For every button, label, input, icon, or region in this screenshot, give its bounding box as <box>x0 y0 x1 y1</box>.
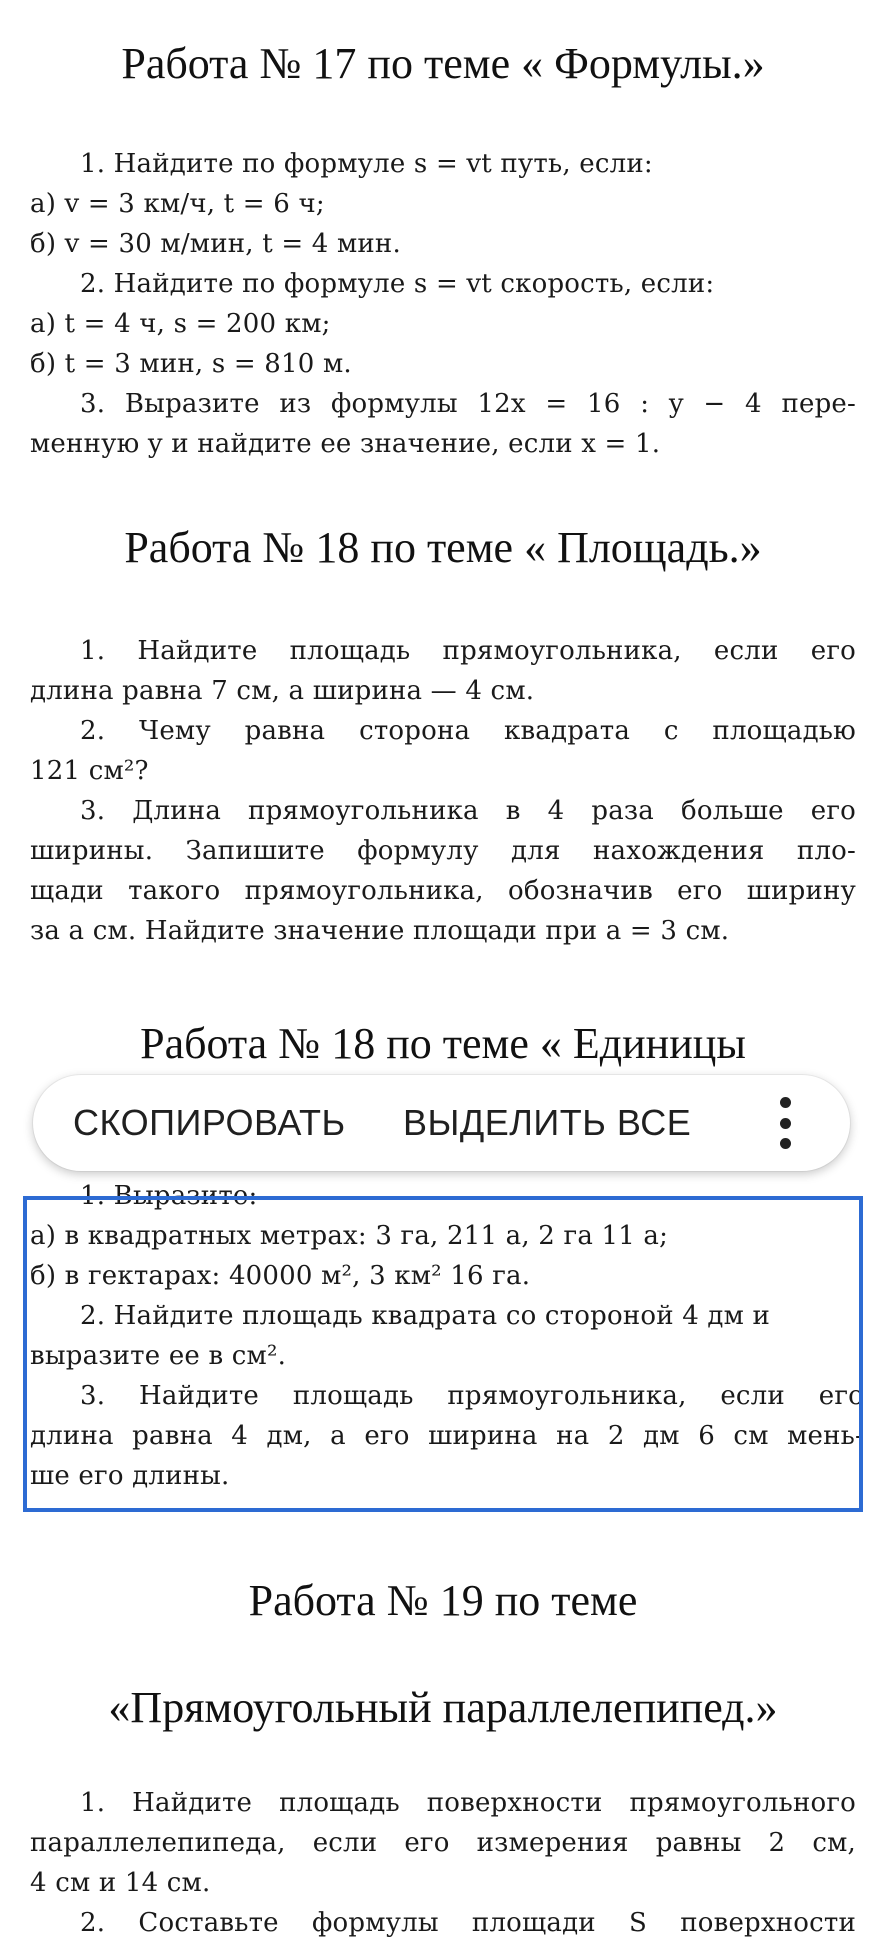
text-line: а) t = 4 ч, s = 200 км; <box>30 309 331 339</box>
section-title-parallelepiped-line2: «Прямоугольный параллелепипед.» <box>108 1683 778 1732</box>
text-line: б) v = 30 м/мин, t = 4 мин. <box>30 229 401 259</box>
text-line: 1. Найдите по формуле s = vt путь, если: <box>80 149 653 179</box>
text-line: 3. Выразите из формулы 12x = 16 : y − 4 пере- <box>80 389 856 419</box>
text-line: щади такого прямоугольника, обозначив его ширину <box>30 876 856 906</box>
section-body-parallelepiped <box>30 1783 856 1943</box>
text-selection-box[interactable] <box>23 1196 863 1512</box>
select-all-button[interactable]: ВЫДЕЛИТЬ ВСЕ <box>403 1102 692 1143</box>
section-title-parallelepiped: Работа № 19 по теме <box>248 1576 638 1625</box>
text-line: б) в гектарах: 40000 м², 3 км² 16 га. <box>30 1261 531 1291</box>
section-body-area <box>30 631 856 951</box>
selection-toolbar <box>33 1075 850 1171</box>
copy-button[interactable]: СКОПИРОВАТЬ <box>73 1102 346 1143</box>
text-line: длина равна 4 дм, а его ширина на 2 дм 6 см мень- <box>30 1421 864 1451</box>
text-line: за a см. Найдите значение площади при a = 3 см. <box>30 916 730 946</box>
text-line: а) v = 3 км/ч, t = 6 ч; <box>30 189 325 219</box>
text-line: менную y и найдите ее значение, если x = 1. <box>30 429 661 459</box>
text-line: параллелепипеда, если его измерения равны 2 см, <box>30 1828 856 1858</box>
text-line: 4 см и 14 см. <box>30 1868 211 1898</box>
dot-icon <box>780 1118 791 1129</box>
text-line: ше его длины. <box>30 1461 230 1491</box>
text-line: а) в квадратных метрах: 3 га, 211 а, 2 га 11 а; <box>30 1221 669 1251</box>
text-line: выразите ее в см². <box>30 1341 287 1371</box>
text-line: 2. Чему равна сторона квадрата с площадью <box>80 716 856 746</box>
section-title-formulas: Работа № 17 по теме « Формулы.» <box>121 39 765 88</box>
text-line: 2. Найдите по формуле s = vt скорость, если: <box>80 269 715 299</box>
section-body-formulas <box>30 144 856 464</box>
text-line: 1. Выразите: <box>80 1181 258 1211</box>
text-line: 121 см²? <box>30 756 149 786</box>
text-line: б) t = 3 мин, s = 810 м. <box>30 349 352 379</box>
text-line: 2. Составьте формулы площади S поверхности <box>80 1908 856 1938</box>
dot-icon <box>780 1097 791 1108</box>
text-line: 2. Найдите площадь квадрата со стороной 4 дм и <box>80 1301 771 1331</box>
text-line: 1. Найдите площадь прямоугольника, если его <box>80 636 856 666</box>
text-line: 3. Найдите площадь прямоугольника, если его <box>80 1381 864 1411</box>
text-line: длина равна 7 см, а ширина — 4 см. <box>30 676 535 706</box>
text-line: 1. Найдите площадь поверхности прямоугольного <box>80 1788 856 1818</box>
text-line: 3. Длина прямоугольника в 4 раза больше его <box>80 796 856 826</box>
dot-icon <box>780 1138 791 1149</box>
section-title-units: Работа № 18 по теме « Единицы <box>140 1019 746 1068</box>
text-line: ширины. Запишите формулу для нахождения пло- <box>30 836 856 866</box>
section-title-area: Работа № 18 по теме « Площадь.» <box>124 523 762 572</box>
more-vert-icon[interactable] <box>778 1097 792 1149</box>
